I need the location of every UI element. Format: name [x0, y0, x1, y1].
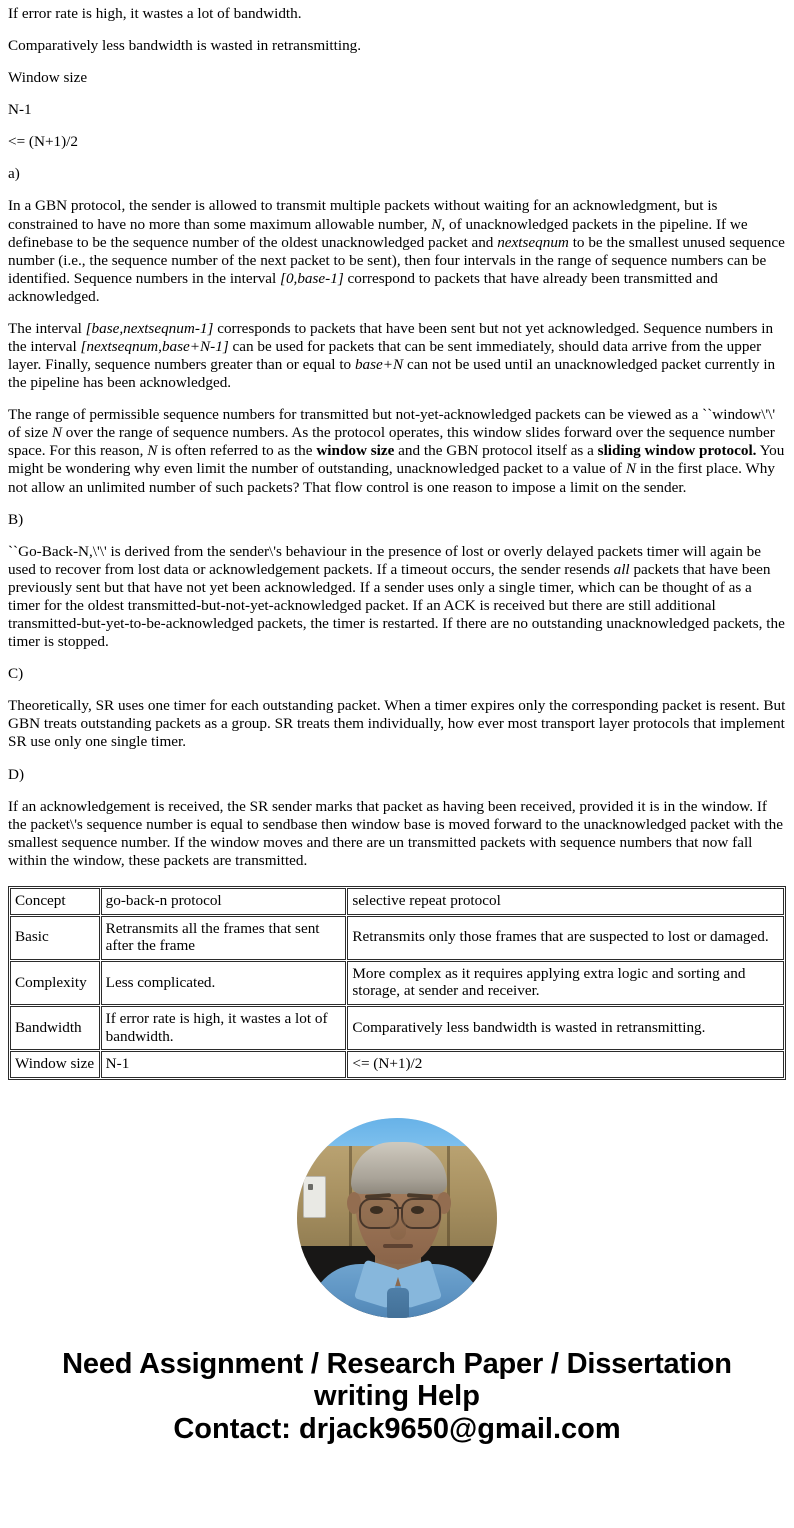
table-row	[10, 1006, 784, 1050]
emphasis-text: nextseqnum	[497, 233, 569, 251]
body-text: to be the smallest unused sequence number (i.e., the sequence number of the next packet to be sent), then four intervals in the range of sequence numbers can be identified. Sequence numbers in the interval	[8, 233, 785, 287]
comparison-table-wrapper	[8, 886, 786, 1080]
intro-line-1: If error rate is high, it wastes a lot of bandwidth.	[8, 5, 302, 22]
avatar	[297, 1118, 497, 1318]
section-label-b: B)	[8, 510, 24, 528]
intro-line-5: <= (N+1)/2	[8, 133, 78, 151]
intro-line-4: N-1	[8, 101, 32, 119]
body-text: packets that have been previously sent but that have not yet been acknowledged. If a sender uses only a single timer, which can be thought of as a timer for the oldest transmitted-but-not-yet-acknowledged packet. If an ACK is received but there are still additional transmitted-but-yet-to-be-acknowledged packets, the timer is restarted. If there are no outstanding unacknowledged packets, the timer is stopped.	[8, 560, 785, 651]
cell-gbn: Retransmits all the frames that sent after the frame	[101, 916, 347, 960]
cell-gbn: Less complicated.	[101, 961, 347, 1005]
emphasis-text: N	[431, 215, 442, 233]
body-text: correspond to packets that have already been transmitted and acknowledged.	[8, 269, 718, 305]
emphasis-text: base+N	[354, 356, 404, 374]
photo-tie	[387, 1288, 409, 1318]
body-text: and the GBN protocol itself as a	[394, 442, 598, 460]
photo-wall-switch-button	[308, 1184, 313, 1190]
body-text: corresponds to packets that have been sent but not yet acknowledged. Sequence numbers in the interval	[8, 319, 774, 356]
body-text: over the range of sequence numbers. As the protocol operates, this window slides forward over the sequence number space. For this reason,	[8, 424, 775, 460]
cell-sr: Comparatively less bandwidth is wasted in retransmitting.	[347, 1006, 784, 1050]
emphasis-text: N	[51, 424, 62, 442]
strong-text: sliding window protocol.	[597, 442, 757, 460]
emphasis-text: N	[625, 460, 637, 478]
table-row	[10, 916, 784, 960]
section-label-a: a)	[8, 165, 20, 183]
glasses-icon-bridge	[394, 1207, 403, 1210]
emphasis-text: N	[147, 442, 158, 460]
paragraph-c1	[8, 697, 786, 751]
body-text: The range of permissible sequence numbers for transmitted but not-yet-acknowledged packets can be viewed as a ``window\'\' of size	[8, 406, 776, 442]
paragraph-a2	[8, 320, 786, 392]
section-label-c: C)	[8, 665, 24, 683]
body-text: can not be used until an unacknowledged packet currently in the pipeline has been acknowledged.	[8, 356, 776, 392]
footer-advertisement	[8, 1348, 786, 1459]
document-page	[0, 5, 794, 1459]
portrait-block	[8, 1118, 786, 1318]
photo-wall-switch	[303, 1176, 326, 1218]
photo-mouth	[383, 1244, 413, 1248]
body-text: If an acknowledgement is received, the SR sender marks that packet as having been received, provided it is in the window. If the packet\'s sequence number is equal to sendbase then window base is moved forward to the unacknowledged packet with the smallest sequence number. If the window moves and there are un transmitted packets with sequence numbers that now fall within the window, these packets are transmitted.	[8, 797, 783, 869]
body-text: The interval	[8, 319, 86, 337]
emphasis-text: [0,base-1]	[280, 269, 344, 287]
table-row	[10, 1051, 784, 1078]
paragraph-b1	[8, 543, 786, 651]
intro-line-2: Comparatively less bandwidth is wasted in retransmitting.	[8, 37, 362, 55]
body-text: You might be wondering why even limit the number of outstanding, unacknowledged packet to a value of	[8, 442, 785, 478]
table-row	[10, 961, 784, 1005]
cell-sr: Retransmits only those frames that are suspected to lost or damaged.	[347, 916, 784, 960]
strong-text: window size	[316, 442, 395, 460]
emphasis-text: [base,nextseqnum-1]	[85, 319, 214, 337]
body-text: In a GBN protocol, the sender is allowed to transmit multiple packets without waiting for an acknowledgment, but is constrained to have no more than some maximum allowable number,	[8, 197, 718, 233]
header-cell-concept: Concept	[10, 888, 100, 915]
cell-gbn: If error rate is high, it wastes a lot of bandwidth.	[101, 1006, 347, 1050]
footer-ad-line-2: writing Help	[314, 1380, 480, 1413]
paragraph-d1	[8, 798, 786, 870]
paragraph-a3	[8, 406, 786, 496]
body-text: , of unacknowledged packets in the pipeline. If we definebase to be the sequence number of the oldest unacknowledged packet and	[8, 215, 748, 251]
body-text: can be used for packets that can be sent immediately, should data arrive from the upper layer. Finally, sequence numbers greater than or equal to	[8, 338, 762, 374]
body-text: Theoretically, SR uses one timer for each outstanding packet. When a timer expires only the corresponding packet is resent. But GBN treats outstanding packets as a group. SR treats them individually, how ever most transport layer protocols that implement SR use only one single timer.	[8, 697, 786, 751]
cell-sr: <= (N+1)/2	[347, 1051, 784, 1078]
footer-ad-contact: Contact: drjack9650@gmail.com	[173, 1412, 621, 1445]
body-text: ``Go-Back-N,\'\' is derived from the sender\'s behaviour in the presence of lost or overly delayed packets timer will again be used to recover from lost data or acknowledgement packets. If a timeout occurs, the sender resends	[8, 542, 761, 578]
header-cell-sr: selective repeat protocol	[347, 888, 784, 915]
gbn-vs-sr-comparison-table	[8, 886, 786, 1080]
paragraph-a1	[8, 197, 786, 305]
table-body	[10, 888, 784, 1078]
intro-line-3: Window size	[8, 69, 88, 87]
cell-concept: Complexity	[10, 961, 100, 1005]
header-cell-gbn: go-back-n protocol	[101, 888, 347, 915]
photo-nose	[390, 1214, 406, 1240]
cell-concept: Window size	[10, 1051, 100, 1078]
section-label-d: D)	[8, 765, 25, 783]
emphasis-text: all	[613, 560, 630, 578]
cell-sr: More complex as it requires applying extra logic and sorting and storage, at sender and receiver.	[347, 961, 784, 1005]
table-header-row	[10, 888, 784, 915]
body-text: in the first place. Why not allow an unlimited number of such packets? That flow control is one reason to impose a limit on the sender.	[8, 460, 775, 496]
glasses-icon-right-lens	[401, 1198, 441, 1229]
body-text: is often referred to as the	[157, 442, 317, 460]
cell-concept: Basic	[10, 916, 100, 960]
footer-ad-line-1: Need Assignment / Research Paper / Dissertation	[62, 1347, 732, 1380]
cell-gbn: N-1	[101, 1051, 347, 1078]
emphasis-text: [nextseqnum,base+N-1]	[80, 338, 229, 356]
cell-concept: Bandwidth	[10, 1006, 100, 1050]
